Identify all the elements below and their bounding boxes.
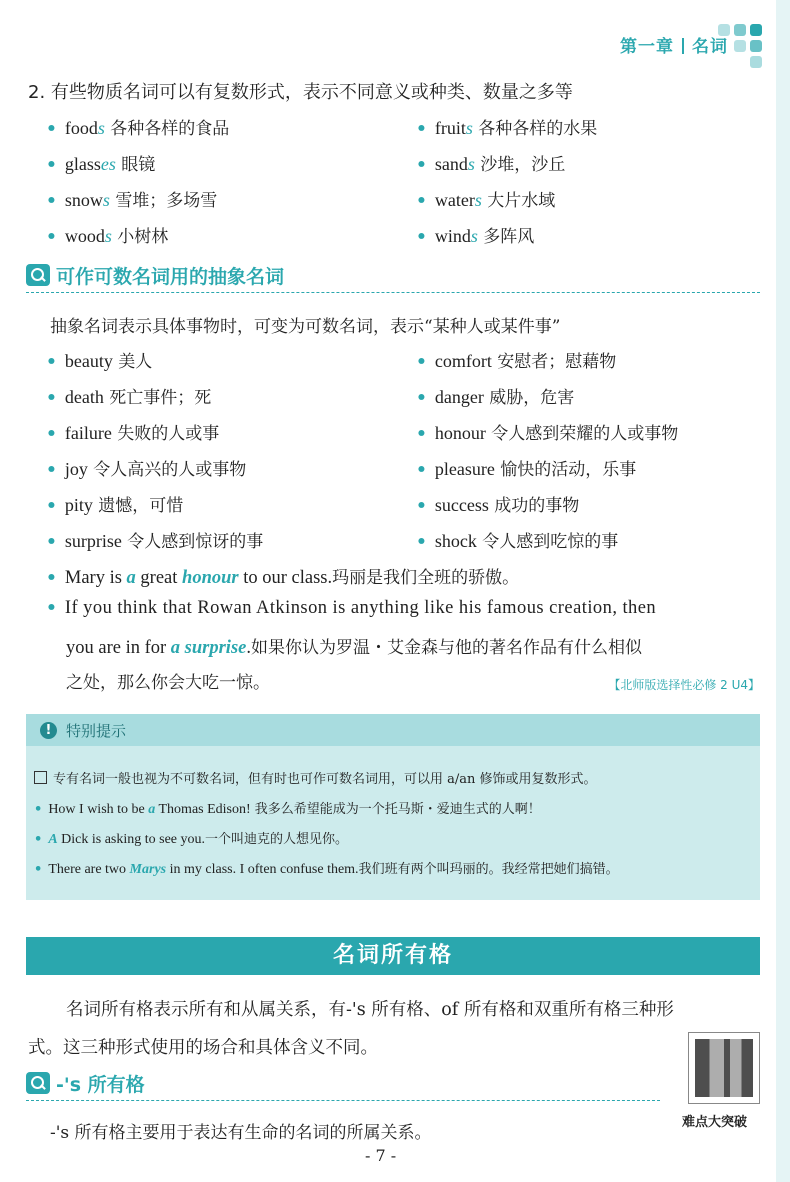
tip-note: 专有名词一般也视为不可数名词，但有时也可作可数名词用，可以用 a/an 修饰或用复数形式。 — [34, 768, 597, 787]
list-item: • foods 各种各样的食品 — [46, 118, 230, 139]
tip-example: • A Dick is asking to see you.一个叫迪克的人想见你。 — [34, 832, 349, 847]
header-decoration-squares — [718, 24, 762, 68]
possessive-paragraph-line2: 式。这三种形式使用的场合和具体含义不同。 — [28, 1038, 378, 1058]
list-item: • danger 威胁，危害 — [416, 387, 575, 408]
section-title: 可作可数名词用的抽象名词 — [56, 266, 285, 288]
list-item: • beauty 美人 — [46, 351, 153, 372]
example-sentence-continued: you are in for a surprise.如果你认为罗温・艾金森与他的著名作品有什么相似 — [66, 638, 642, 658]
example-sentence: • Mary is a great honour to our class.玛丽是我们全班的骄傲。 — [46, 568, 520, 588]
possessive-banner: 名词所有格 — [26, 937, 760, 975]
apostrophe-s-text: -'s 所有格主要用于表达有生命的名词的所属关系。 — [50, 1123, 432, 1143]
list-item: • glasses 眼镜 — [46, 154, 156, 175]
list-item: • surprise 令人感到惊讶的事 — [46, 531, 264, 552]
apostrophe-s-heading — [26, 1070, 660, 1101]
tip-title: 特别提示 — [66, 722, 127, 740]
chapter-label: 第一章 — [620, 37, 674, 57]
list-item: • winds 多阵风 — [416, 226, 535, 247]
list-item: • joy 令人高兴的人或事物 — [46, 459, 247, 480]
magnifier-icon — [26, 1072, 50, 1094]
section-title: -'s 所有格 — [56, 1074, 145, 1096]
magnifier-icon — [26, 264, 50, 286]
list-item: • pity 遗憾，可惜 — [46, 495, 184, 516]
section-label: 名词 — [692, 37, 728, 57]
list-item: • waters 大片水域 — [416, 190, 556, 211]
exclamation-icon: ! — [40, 722, 57, 739]
list-item: • fruits 各种各样的水果 — [416, 118, 598, 139]
abstract-nouns-heading — [26, 262, 760, 293]
tip-example: • How I wish to be a Thomas Edison! 我多么希望能成为一个托马斯・爱迪生式的人啊！ — [34, 802, 541, 817]
list-item: • snows 雪堆；多场雪 — [46, 190, 218, 211]
checkbox-icon — [34, 771, 47, 784]
header-separator — [682, 38, 684, 54]
page-number: - 7 - — [365, 1146, 397, 1165]
tip-header — [26, 714, 760, 746]
chapter-header — [620, 32, 728, 57]
list-item: • sands 沙堆，沙丘 — [416, 154, 566, 175]
qr-code[interactable] — [688, 1032, 760, 1104]
qr-label: 难点大突破 — [682, 1115, 748, 1130]
list-item: • comfort 安慰者；慰藉物 — [416, 351, 617, 372]
list-item: • pleasure 愉快的活动，乐事 — [416, 459, 637, 480]
list-item: • honour 令人感到荣耀的人或事物 — [416, 423, 679, 444]
source-reference: 【北师版选择性必修 2 U4】 — [608, 678, 760, 692]
example-sentence-continued: 之处，那么你会大吃一惊。 — [66, 673, 270, 693]
list-item: • woods 小树林 — [46, 226, 169, 247]
page-edge-strip — [776, 0, 790, 1182]
list-item: • shock 令人感到吃惊的事 — [416, 531, 619, 552]
list-item: • failure 失败的人或事 — [46, 423, 220, 444]
abstract-nouns-intro: 抽象名词表示具体事物时，可变为可数名词，表示“某种人或某件事” — [50, 317, 561, 337]
example-sentence: • If you think that Rowan Atkinson is anything like his famous creation, then — [46, 598, 657, 618]
material-nouns-intro: 2. 有些物质名词可以有复数形式，表示不同意义或种类、数量之多等 — [28, 82, 573, 103]
tip-example: • There are two Marys in my class. I often confuse them.我们班有两个叫玛丽的。我经常把她们搞错。 — [34, 862, 619, 877]
special-tip-box — [26, 714, 760, 900]
list-item: • success 成功的事物 — [416, 495, 580, 516]
possessive-paragraph-line1: 名词所有格表示所有和从属关系，有-'s 所有格、of 所有格和双重所有格三种形 — [66, 1000, 674, 1020]
list-item: • death 死亡事件；死 — [46, 387, 212, 408]
